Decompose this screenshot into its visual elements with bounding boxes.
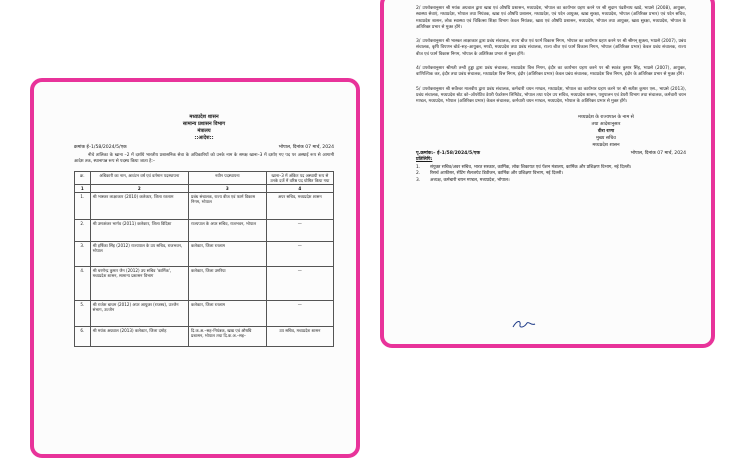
order-page-2	[380, 0, 715, 348]
column-header: नवीन पदस्थापना	[188, 171, 266, 184]
list-item: 1. संयुक्त सचिव/अवर सचिव, भारत सरकार, कार्मिक, लोक शिकायत एवं पेंशन मंत्रालय, कार्मिक और प्रशिक्षण विभाग, नई दिल्ली।	[416, 164, 632, 170]
ministry-heading: मंत्रालय	[197, 128, 211, 134]
postings-table	[74, 171, 334, 348]
order-number: क्रमांक ई–1/58/2024/5/एक	[74, 145, 127, 150]
table-row: 2. श्री उमाशंकर भार्गव (2011) कलेक्टर, जिला विदिशा राज्यपाल के अपर सचिव, राजभवन, भोपाल —	[75, 220, 334, 242]
order-page-1-content	[74, 114, 334, 347]
paragraph-text: उपरोक्तानुसार श्री मयंक अग्रवाल द्वारा खाद्य एवं औषधि प्रशासन, मध्यप्रदेश, भोपाल का कार्यभार ग्रहण करने पर श्री सुदाम पंढरीनाथ खाडे, भाप्रसे (2008), आयुक्त, स्वास्थ्य सेवाएं, मध्यप्रदेश, भोपाल तथा नियंत्रक, खाद्य एवं औषधि प्रशासन, मध्यप्रदेश, एवं पदेन आयुक्त, खाद्य सुरक्षा, मध्यप्रदेश, भोपाल (अतिरिक्त प्रभार) एवं पदेन सचिव, मध्यप्रदेश शासन, लोक स्वास्थ्य एवं चिकित्सा शिक्षा विभाग केवल नियंत्रक, खाद्य एवं औषधि प्रशासन, मध्यप्रदेश, भोपाल तथा आयुक्त, खाद्य सुरक्षा, मध्यप्रदेश, भोपाल के अतिरिक्त प्रभार से मुक्त होंगे।	[416, 6, 686, 30]
order-page-1	[30, 78, 360, 458]
paragraph-text: उपरोक्तानुसार श्री सर्वेश्वर मालवीय द्वारा प्रबंध संचालक, कर्मचारी चयन मण्डल, मध्यप्रदेश, भोपाल का कार्यभार ग्रहण करने पर श्री सतीश कुमार एस., भाप्रसे (2013), प्रबंध संचालक, मध्यप्रदेश स्टेट को–ऑपरेटिव डेयरी फेडरेशन लिमिटेड, भोपाल तथा पदेन उप सचिव, मध्यप्रदेश शासन, पशुपालन एवं डेयरी विभाग तथा संचालक, कर्मचारी चयन मण्डल, मध्यप्रदेश, भोपाल (अतिरिक्त प्रभार) केवल संचालक, कर्मचारी चयन मण्डल, मध्यप्रदेश, भोपाल के अतिरिक्त प्रभार से मुक्त होंगे।	[416, 86, 686, 105]
table-row: 1. श्री भास्कर लाक्षाकार (2010) कलेक्टर, जिला रतलाम प्रबंध संचालक, राज्य बीज एवं फार्म विकास निगम, भोपाल अपर सचिव, मध्यप्रदेश शासन	[75, 193, 334, 220]
column-header: अधिकारी का नाम, आवंटन वर्ष एवं वर्तमान पदस्थापना	[90, 171, 188, 184]
paragraph-number: 3/	[416, 39, 421, 45]
endorsement-date: भोपाल, दिनांक 07 मार्च, 2024	[630, 150, 686, 156]
order-page-2-content	[416, 6, 686, 185]
department-heading: सामान्य प्रशासन विभाग	[182, 121, 226, 127]
table-row: 4. श्री धरणेन्द्र कुमार जैन (2012) उप सचिव 'कार्मिक', मध्यप्रदेश शासन, सामान्य प्रशासन विभाग कलेक्टर, जिला उमरिया —	[75, 267, 334, 301]
column-header: खाना–3 में अंकित पद अस्थायी रूप से उनके दर्जे में वरिष्ठ पद घोषित किया गया	[266, 171, 333, 184]
govt-heading: मध्यप्रदेश शासन	[189, 114, 219, 120]
order-paragraph	[416, 66, 686, 79]
column-header: क्र.	[75, 171, 91, 184]
list-item: 2. रिसर्च आफीसर, सेंटिंग सैलजयेट डिवीजन, कार्मिक और प्रशिक्षण विभाग, नई दिल्ली।	[416, 171, 564, 177]
order-date: भोपाल, दिनांक 07 मार्च, 2024	[278, 145, 334, 150]
list-item: 3. अध्यक्ष, कर्मचारी चयन मण्डल, मध्यप्रदेश, भोपाल।	[416, 178, 510, 184]
order-paragraph	[416, 6, 686, 31]
endorsement-number: पृ.क्रमांक:– ई–1/58/2024/5/एक	[416, 150, 480, 156]
order-number-line	[74, 145, 334, 151]
paragraph-text: उपरोक्तानुसार श्रीमती तन्वी हुड्डा द्वारा प्रबंध संचालक, मध्यप्रदेश वित्त निगम, इंदौर का कार्यभार ग्रहण करने पर श्री स्वतंत्र कुमार सिंह, भाप्रसे (2007), आयुक्त, वाणिज्यिक कर, इंदौर तथा प्रबंध संचालक, मध्यप्रदेश वित्त निगम, इंदौर (अतिरिक्त प्रभार) केवल प्रबंध संचालक, मध्यप्रदेश वित्त निगम, इंदौर के अतिरिक्त प्रभार से मुक्त होंगे।	[416, 66, 686, 78]
table-row: 5. श्री राजेश बाथम (2012) अपर आयुक्त (राजस्व), उज्जैन संभाग, उज्जैन कलेक्टर, जिला रतलाम —	[75, 301, 334, 327]
table-row: 3. श्री हर्षिका सिंह (2012) राज्यपाल के उप सचिव, राजभवन, भोपाल कलेक्टर, जिला रतलाम —	[75, 242, 334, 267]
paragraph-text: उपरोक्तानुसार श्री भास्कर लाक्षाकार द्वारा प्रबंध संचालक, राज्य बीज एवं फार्म विकास निगम, भोपाल का कार्यभार ग्रहण करने पर श्री श्रीमन् शुक्ला, भाप्रसे (2007), प्रबंध संचालक, कृषि विपणन बोर्ड–सह–आयुक्त, मण्डी, मध्यप्रदेश तथा प्रबंध संचालक, राज्य बीज एवं फार्म विकास निगम, भोपाल (अतिरिक्त प्रभार) केवल प्रबंध संचालक, राज्य बीज एवं फार्म विकास निगम, भोपाल के अतिरिक्त प्रभार से मुक्त होंगे।	[416, 39, 686, 57]
order-heading: ::आदेश::	[194, 135, 214, 141]
signature-block: मध्यप्रदेश के राज्यपाल के नाम से तथा आदेशानुसार वीरा राणा मुख्य सचिव मध्यप्रदेश शासन	[578, 114, 634, 148]
order-intro: नीचे तालिका के खाना –2 में दर्शाये भारतीय प्रशासनिक सेवा के अधिकारियों को उनके नाम के समक्ष खाना–3 में दर्शाए गए पद पर अस्थाई रूप से आगामी आदेश तक, स्थानापन्न रूप से पदस्थ किया जाता है:–	[74, 153, 334, 165]
order-paragraph	[416, 87, 686, 106]
paragraph-number: 2/	[416, 6, 421, 11]
table-row: 6. श्री मयंक अग्रवाल (2013) कलेक्टर, जिला दमोह दि.क.अ.–सह–नियंत्रक, खाद्य एवं औषधि प्रशासन, भोपाल तथा दि.क.अ.–सह– उप सचिव, मध्यप्रदेश शासन	[75, 327, 334, 347]
copy-label: प्रतिलिपि:	[416, 156, 433, 162]
paragraph-number: 4/	[416, 66, 421, 72]
order-paragraph	[416, 39, 686, 58]
initials-signature	[511, 318, 537, 330]
copy-list	[416, 165, 686, 185]
table-header	[75, 171, 334, 184]
column-number-row: 1 2 3 4	[75, 185, 334, 193]
paragraph-number: 5/	[416, 86, 421, 92]
